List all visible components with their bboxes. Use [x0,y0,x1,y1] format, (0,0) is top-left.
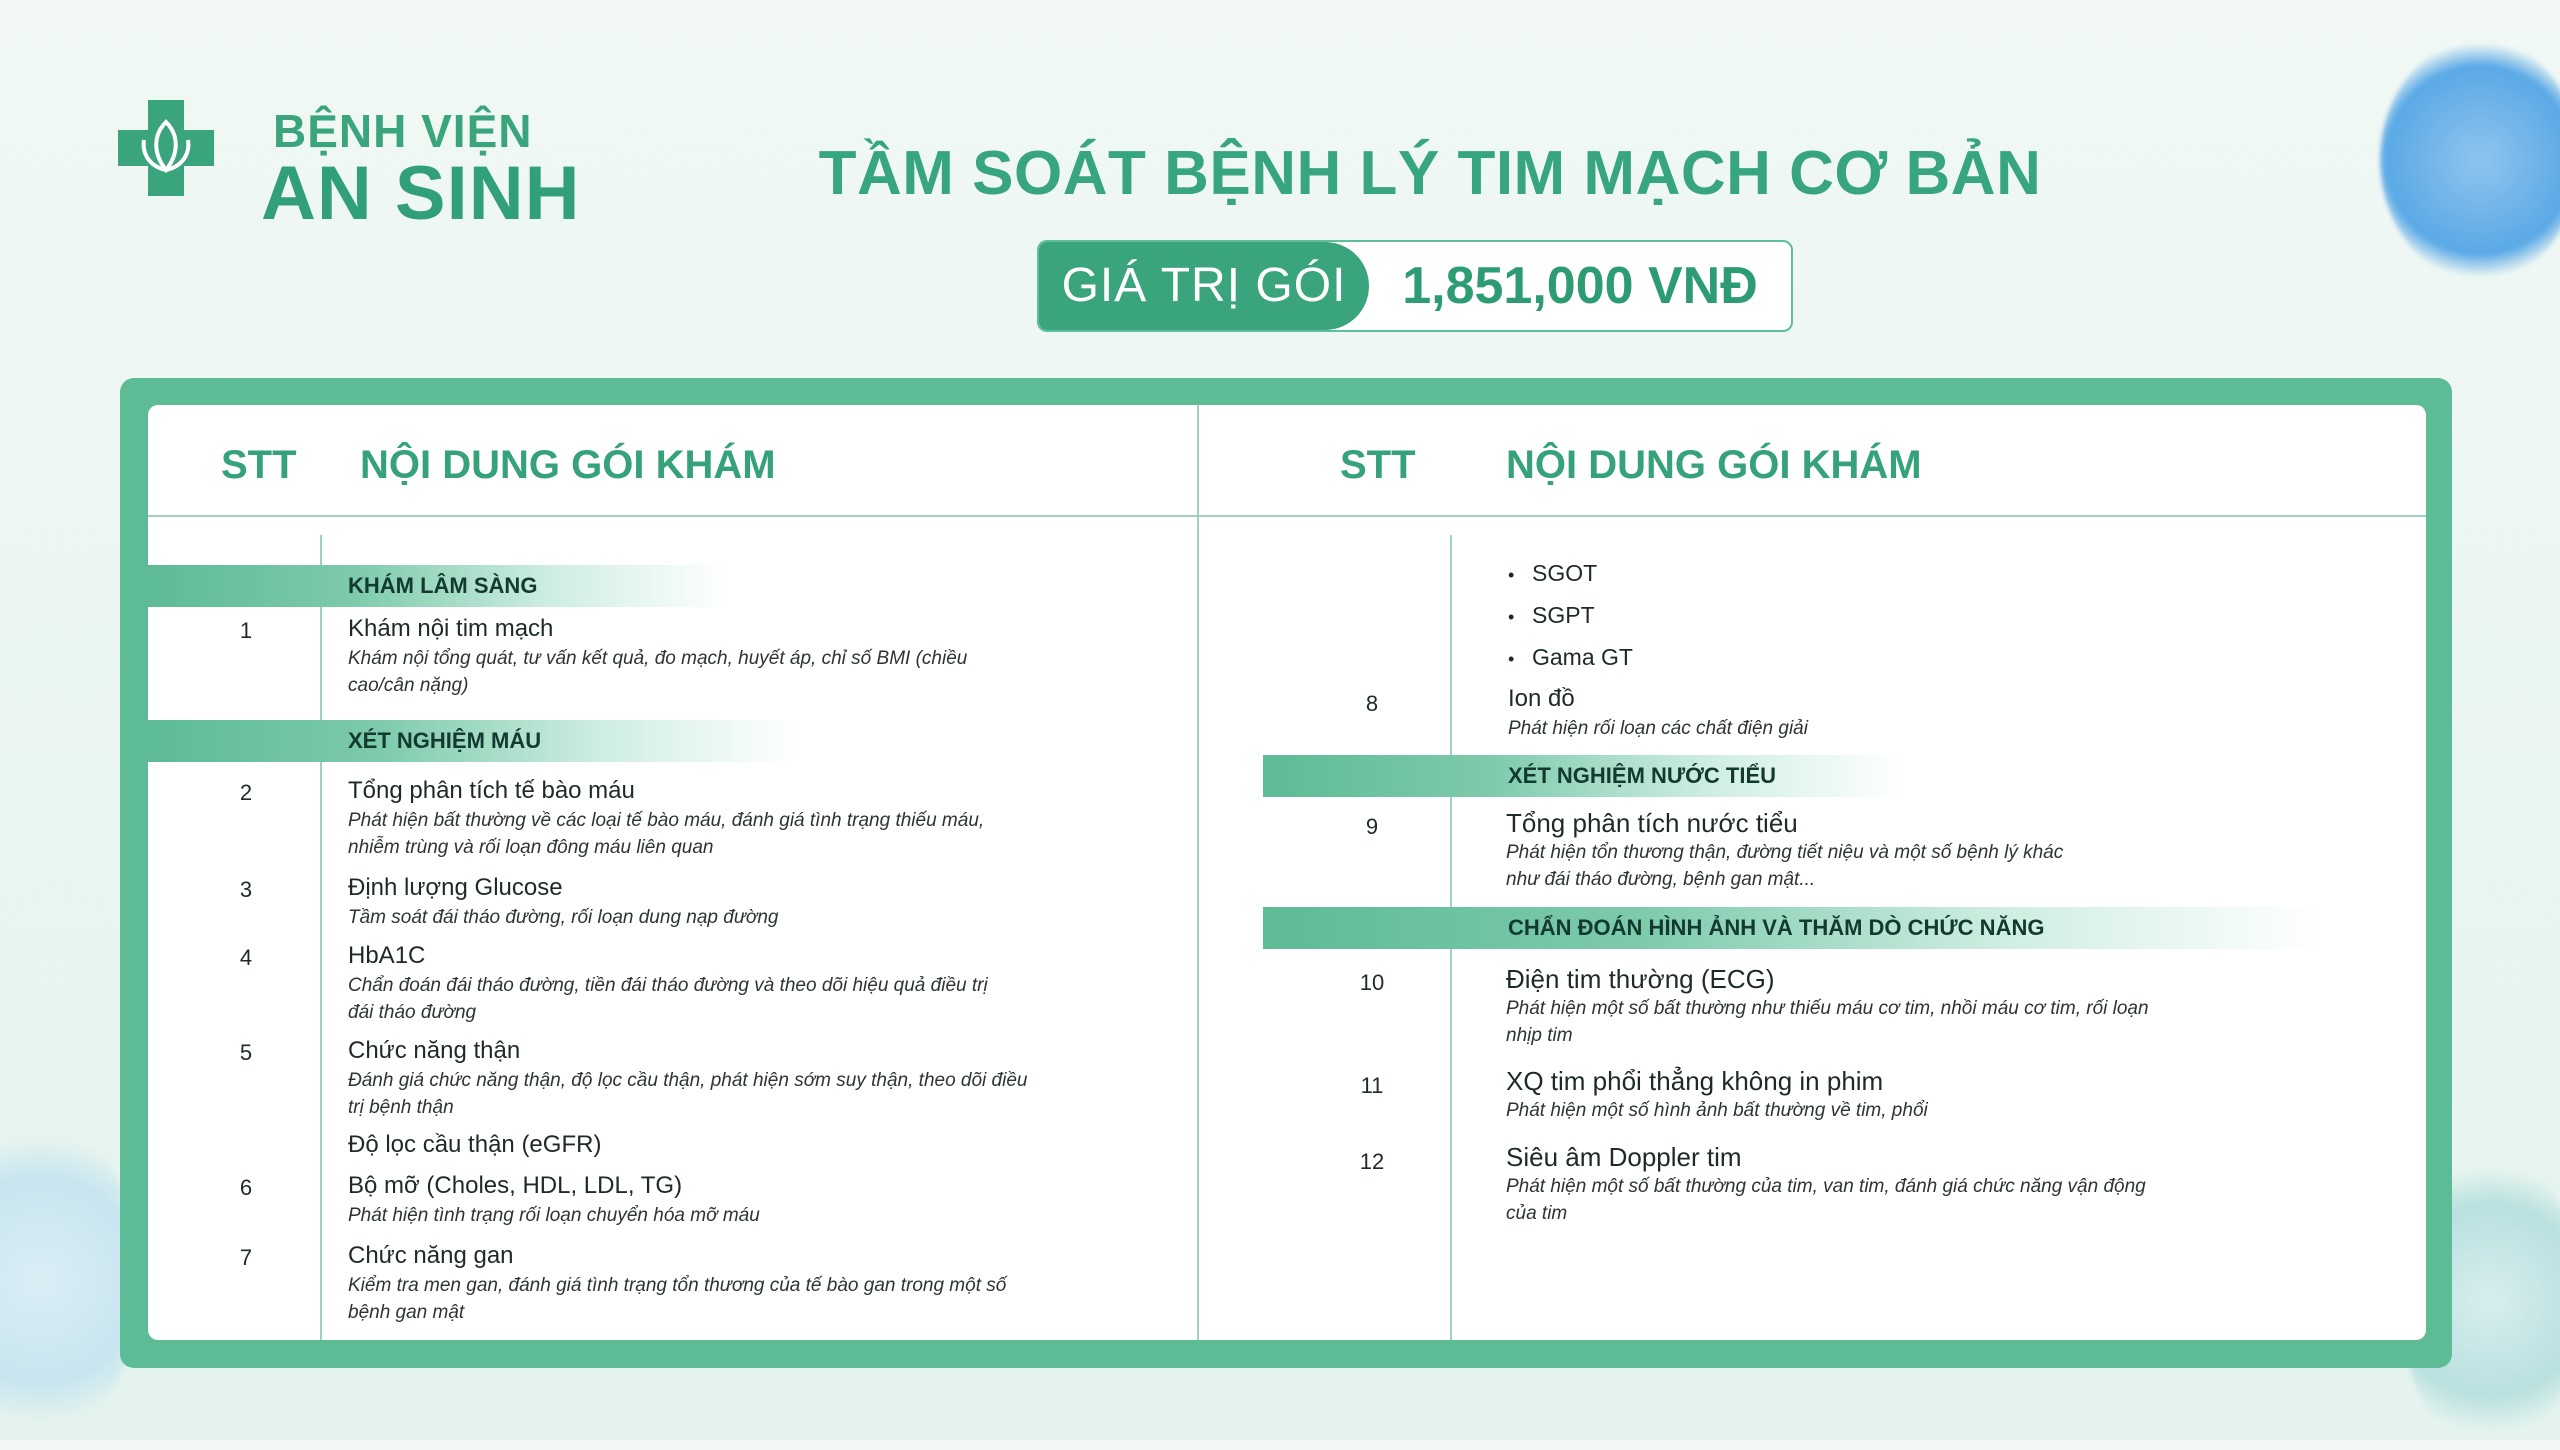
item-number: 4 [239,945,253,970]
section-imaging: CHẨN ĐOÁN HÌNH ẢNH VÀ THĂM DÒ CHỨC NĂNG [1263,907,2323,949]
hospital-name-line1: BỆNH VIỆN [273,105,533,157]
item-title: Khám nội tim mạch [348,615,554,642]
liver-test-bullet: • SGPT [1508,602,1595,629]
package-item [348,872,1068,931]
header-content-right: NỘI DUNG GÓI KHÁM [1506,443,1922,487]
item-description: Phát hiện một số bất thường như thiếu máu cơ tim, nhồi máu cơ tim, rối loạn nhịp tim [1506,998,2149,1046]
item-number: 5 [239,1040,253,1065]
item-number: 1 [239,618,253,643]
header-content-left: NỘI DUNG GÓI KHÁM [360,443,776,487]
header-stt-right: STT [1340,443,1416,487]
hospital-name-line2: AN SINH [261,151,581,236]
item-description: Khám nội tổng quát, tư vấn kết quả, đo mạch, huyết áp, chỉ số BMI (chiều cao/cân nặng) [348,648,968,696]
item-description: Phát hiện tình trạng rối loạn chuyển hóa mỡ máu [348,1205,760,1226]
item-title: Điện tim thường (ECG) [1506,964,1775,994]
item-description: Chẩn đoán đái tháo đường, tiền đái tháo đường và theo dõi hiệu quả điều trị đái tháo đường [348,975,988,1023]
item-number: 7 [239,1245,253,1270]
item-title: Ion đồ [1508,685,1575,712]
item-description: Phát hiện một số bất thường của tim, van tim, đánh giá chức năng vận động của tim [1506,1176,2146,1224]
liver-test-bullet: • SGOT [1508,560,1597,587]
item-title: Định lượng Glucose [348,874,563,901]
item-number: 12 [1359,1149,1385,1174]
item-number: 3 [239,877,253,902]
item-title: Tổng phân tích nước tiểu [1506,808,1798,838]
item-description: Phát hiện bất thường về các loại tế bào máu, đánh giá tình trạng thiếu máu, nhiễm trùng và rối loạn đông máu liên quan [348,810,985,858]
item-title: HbA1C [348,942,426,969]
section-urine: XÉT NGHIỆM NƯỚC TIỂU [1263,755,1903,797]
item-title: Tổng phân tích tế bào máu [348,777,635,804]
package-item [348,613,1068,699]
header-divider [148,515,2426,517]
column-divider [1197,405,1199,1340]
item-description: Phát hiện một số hình ảnh bất thường về tim, phổi [1506,1100,1928,1121]
stt-divider-left [320,535,322,1340]
package-item [348,775,1068,861]
item-title: Bộ mỡ (Choles, HDL, LDL, TG) [348,1172,683,1199]
item-title: Siêu âm Doppler tim [1506,1142,1742,1172]
section-blood: XÉT NGHIỆM MÁU [148,720,798,762]
package-item [1506,807,2226,893]
package-item [1506,963,2226,1049]
package-item [348,940,1068,1026]
page-title: TẦM SOÁT BỆNH LÝ TIM MẠCH CƠ BẢN [818,139,2042,208]
price-label: GIÁ TRỊ GÓI [1039,242,1369,330]
price-value: 1,851,000 VNĐ [1402,257,1758,315]
package-table [148,405,2426,1340]
item-description: Phát hiện rối loạn các chất điện giải [1508,718,1808,739]
item-number: 8 [1365,691,1379,716]
item-number: 10 [1359,970,1385,995]
item-description: Tầm soát đái tháo đường, rối loạn dung nạp đường [348,907,779,928]
item-number: 6 [239,1175,253,1200]
item-subtitle: Độ lọc cầu thận (eGFR) [348,1131,602,1158]
package-item [1508,683,2228,742]
package-item [1506,1141,2226,1227]
header-stt-left: STT [221,443,297,487]
item-title: Chức năng thận [348,1037,521,1064]
item-description: Kiểm tra men gan, đánh giá tình trạng tổn thương của tế bào gan trong một số bệnh gan mật [348,1275,1007,1323]
item-title: Chức năng gan [348,1242,514,1269]
section-clinical: KHÁM LÂM SÀNG [148,565,728,607]
liver-test-bullet: • Gama GT [1508,644,1633,671]
package-item [348,1240,1068,1326]
package-item [348,1170,1068,1229]
item-description: Phát hiện tổn thương thận, đường tiết niệu và một số bệnh lý khác như đái tháo đường, bệnh gan mật... [1506,842,2064,890]
item-description: Đánh giá chức năng thận, độ lọc cầu thận, phát hiện sớm suy thận, theo dõi điều trị bệnh thận [348,1070,1028,1118]
item-title: XQ tim phổi thẳng không in phim [1506,1066,1884,1096]
package-item [1506,1065,2226,1124]
item-number: 9 [1365,814,1379,839]
package-item [348,1035,1068,1161]
package-price-box [1037,240,1793,332]
background-decoration [0,1120,140,1440]
item-number: 11 [1360,1073,1384,1098]
item-number: 2 [239,780,253,805]
